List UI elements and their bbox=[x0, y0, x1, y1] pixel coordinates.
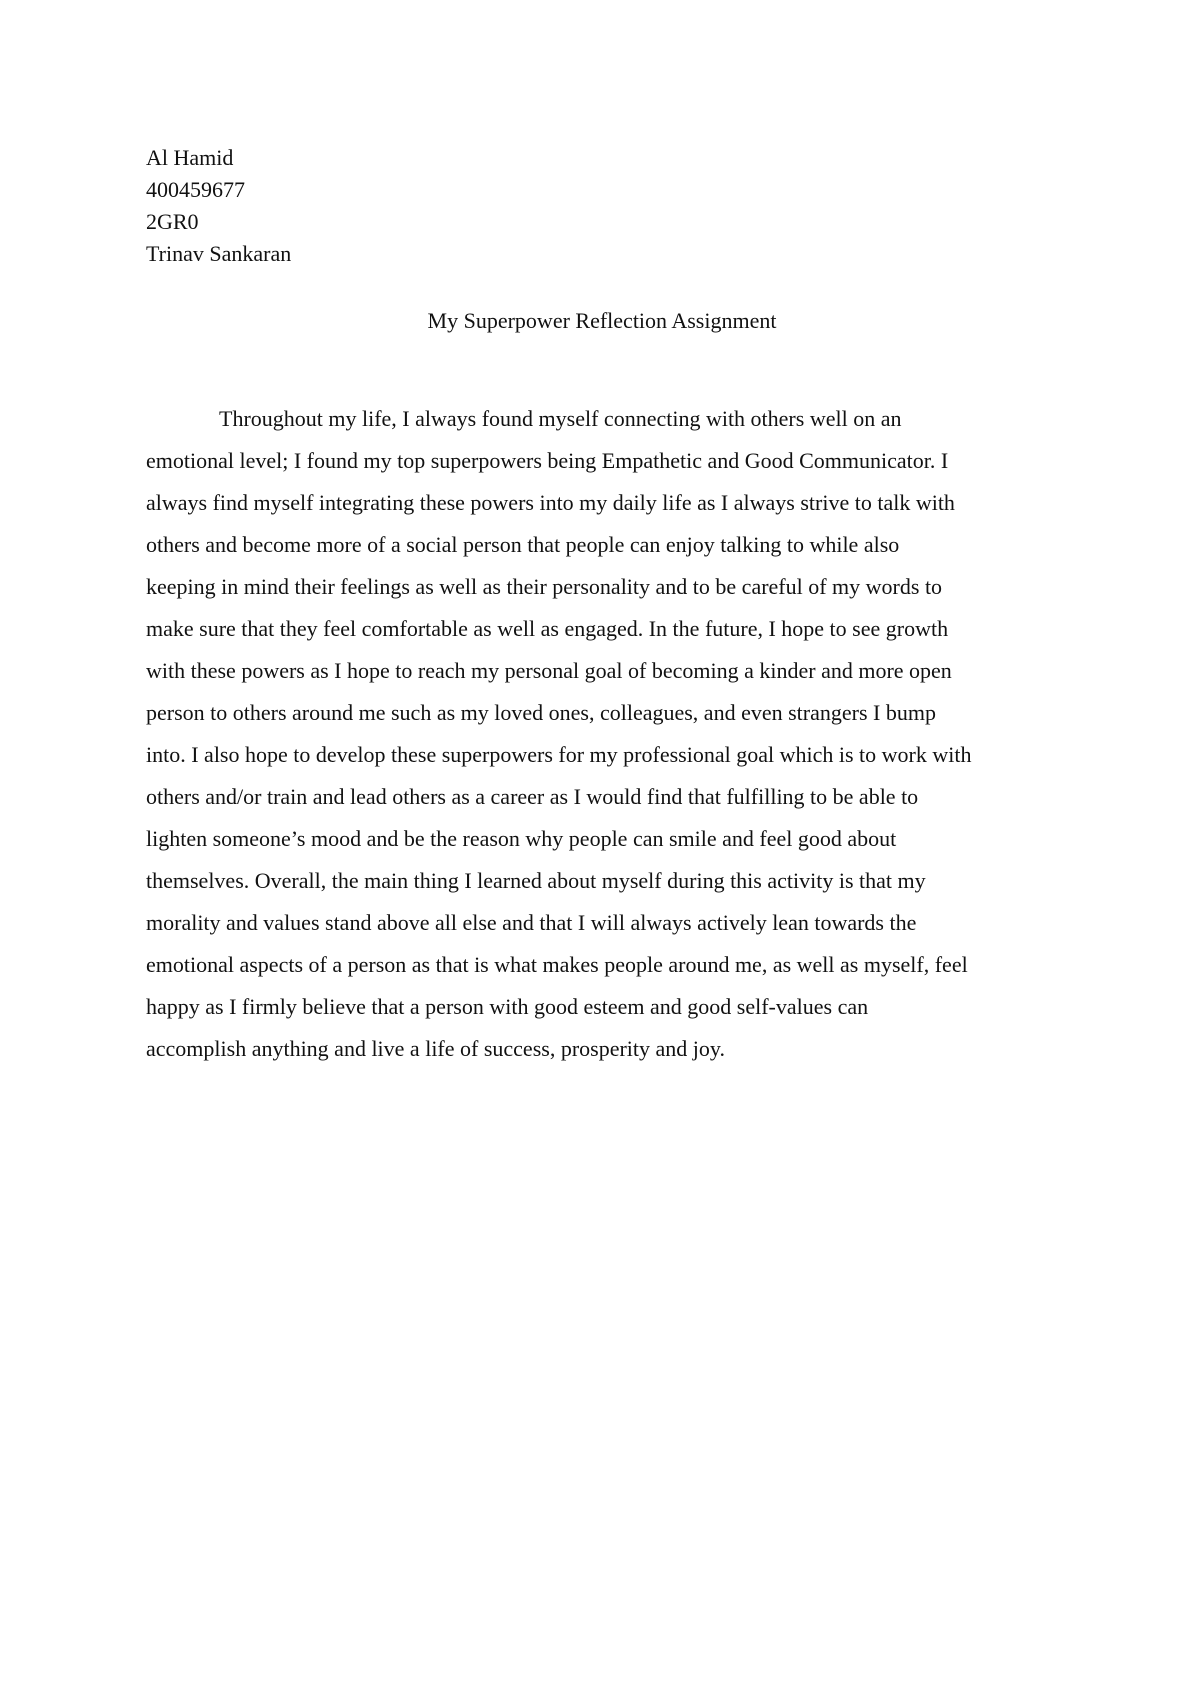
paragraph-line: morality and values stand above all else and that I will always actively lean towards the bbox=[146, 910, 917, 935]
paragraph-line: keeping in mind their feelings as well as their personality and to be careful of my words to bbox=[146, 574, 943, 599]
body-paragraph bbox=[146, 398, 1058, 1070]
author-name: Al Hamid bbox=[146, 145, 234, 170]
paragraph-line: person to others around me such as my loved ones, colleagues, and even strangers I bump bbox=[146, 700, 936, 725]
instructor-name: Trinav Sankaran bbox=[146, 241, 292, 266]
student-number: 400459677 bbox=[146, 177, 245, 202]
paragraph-line: make sure that they feel comfortable as well as engaged. In the future, I hope to see growth bbox=[146, 616, 949, 641]
paragraph-line: always find myself integrating these powers into my daily life as I always strive to talk with bbox=[146, 490, 955, 515]
paragraph-line: themselves. Overall, the main thing I learned about myself during this activity is that my bbox=[146, 868, 926, 893]
paragraph-line: into. I also hope to develop these superpowers for my professional goal which is to work with bbox=[146, 742, 972, 767]
paragraph-line: others and/or train and lead others as a career as I would find that fulfilling to be able to bbox=[146, 784, 919, 809]
paragraph-line: others and become more of a social person that people can enjoy talking to while also bbox=[146, 532, 900, 557]
course-code: 2GR0 bbox=[146, 209, 199, 234]
paragraph-line: accomplish anything and live a life of success, prosperity and joy. bbox=[146, 1036, 725, 1061]
paragraph-line: happy as I firmly believe that a person with good esteem and good self-values can bbox=[146, 994, 869, 1019]
paragraph-line: lighten someone’s mood and be the reason why people can smile and feel good about bbox=[146, 826, 897, 851]
paragraph-line: with these powers as I hope to reach my personal goal of becoming a kinder and more open bbox=[146, 658, 952, 683]
paragraph-line: emotional level; I found my top superpowers being Empathetic and Good Communicator. I bbox=[146, 448, 949, 473]
paragraph-line: Throughout my life, I always found myself connecting with others well on an bbox=[219, 406, 902, 431]
paragraph-line: emotional aspects of a person as that is what makes people around me, as well as myself, feel bbox=[146, 952, 968, 977]
document-title: My Superpower Reflection Assignment bbox=[427, 308, 777, 333]
document-header bbox=[146, 142, 846, 270]
